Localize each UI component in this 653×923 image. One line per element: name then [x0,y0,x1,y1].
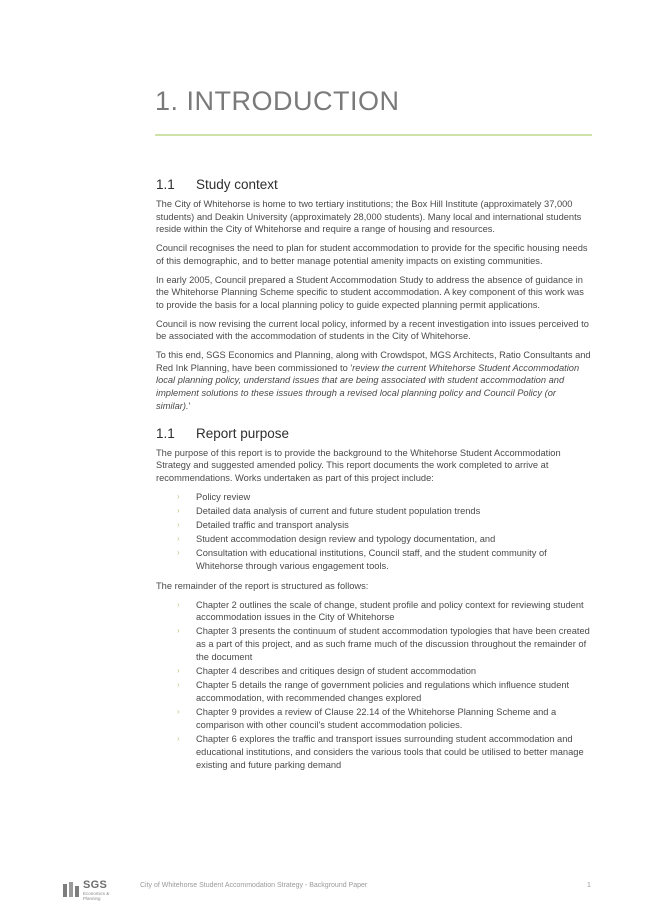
sgs-logo [62,879,112,901]
paragraph: The purpose of this report is to provide the background to the Whitehorse Student Accommodation Strategy and suggested amended policy. This report documents the work completed to arrive at recommendations. Works undertaken as part of this project include: [156,447,561,483]
list-item: › Chapter 4 describes and critiques design of student accommodation [177,666,477,677]
section-heading-report-purpose [156,425,592,443]
bullet-icon: › [177,505,180,515]
paragraph: In early 2005, Council prepared a Student Accommodation Study to address the absence of guidance in the Whitehorse Planning Scheme specific to student accommodation. A key component of this work was to provide the basis for a local planning policy to guide expected planning permit applications. [156,274,584,310]
section-title: Study context [196,177,278,192]
paragraph: The City of Whitehorse is home to two tertiary institutions; the Box Hill Institute (approximately 37,000 students) and Deakin University (approximately 28,000 students). Many local and international students reside within the City of Whitehorse and require a range of housing and resources. [156,199,582,235]
logo-text: SGS [83,879,108,891]
bullet-icon: › [177,707,180,717]
commission-quote: review the current Whitehorse Student Accommodation local planning policy, understand issues that are being associated with student accommodation and implement solutions to these issues through a revised local planning policy and Council Policy (or similar). [156,362,580,411]
list-item: › Detailed traffic and transport analysis [177,520,349,531]
bullet-icon: › [177,599,180,609]
bullet-icon: › [177,548,180,558]
section-title: Report purpose [196,425,290,441]
chapter-title: 1. INTRODUCTION [155,86,400,116]
list-item: › Chapter 5 details the range of government policies and regulations which influence student accommodation, with recommended changes explored [177,680,570,703]
paragraph: Council recognises the need to plan for student accommodation to provide for the specific housing needs of this demographic, and to better manage potential amenity impacts on existing communities. [156,243,588,266]
list-item: › Chapter 6 explores the traffic and transport issues surrounding student accommodation and educational institutions, and considers the various tools that could be utilised to better manage existing and future parking demand [177,734,584,770]
page-footer [0,872,653,902]
list-item: › Chapter 9 provides a review of Clause 22.14 of the Whitehorse Planning Scheme and a comparison with other council's student accommodation policies. [177,707,557,730]
bullet-icon: › [177,734,180,744]
sgs-logo-icon [62,881,80,899]
title-divider [155,134,592,136]
bullet-icon: › [177,491,180,501]
section-heading-study-context [156,176,592,194]
chapters-list [156,599,592,772]
bullet-icon: › [177,520,180,530]
paragraph: The remainder of the report is structured as follows: [156,580,369,591]
footer-document-title: City of Whitehorse Student Accommodation Strategy - Background Paper [140,882,368,889]
paragraph: Council is now revising the current local policy, informed by a recent investigation into issues perceived to be associated with the accommodation of students in the City of Whitehorse. [156,318,589,342]
page-content [156,176,592,778]
list-item: › Policy review [177,491,251,502]
list-item: › Chapter 3 presents the continuum of student accommodation typologies that have been created as a part of this project, and as such frame much of the discussion throughout the remainder of the document [177,626,590,662]
section-number: 1.1 [156,177,175,192]
commission-tail: ' [188,400,191,411]
bullet-icon: › [177,666,180,676]
bullet-icon: › [177,626,180,636]
works-list [156,491,592,573]
bullet-icon: › [177,680,180,690]
section-number: 1.1 [156,425,175,441]
list-item: › Consultation with educational institutions, Council staff, and the student community of Whitehorse through various engagement tools. [177,548,547,572]
bullet-icon: › [177,534,180,544]
logo-subtitle: Economics & Planning [83,891,110,901]
commission-lead: To this end, SGS Economics and Planning, along with Crowdspot, MGS Architects, Ratio Consultants and Red Ink Planning, have been commissioned to ' [156,350,591,373]
commission-paragraph [156,349,592,413]
list-item: › Student accommodation design review and typology documentation, and [177,534,496,545]
list-item: › Detailed data analysis of current and future student population trends [177,505,481,516]
list-item: › Chapter 2 outlines the scale of change, student profile and policy context for reviewing student accommodation issues in the City of Whitehorse [177,599,584,623]
page-number: 1 [587,882,591,889]
